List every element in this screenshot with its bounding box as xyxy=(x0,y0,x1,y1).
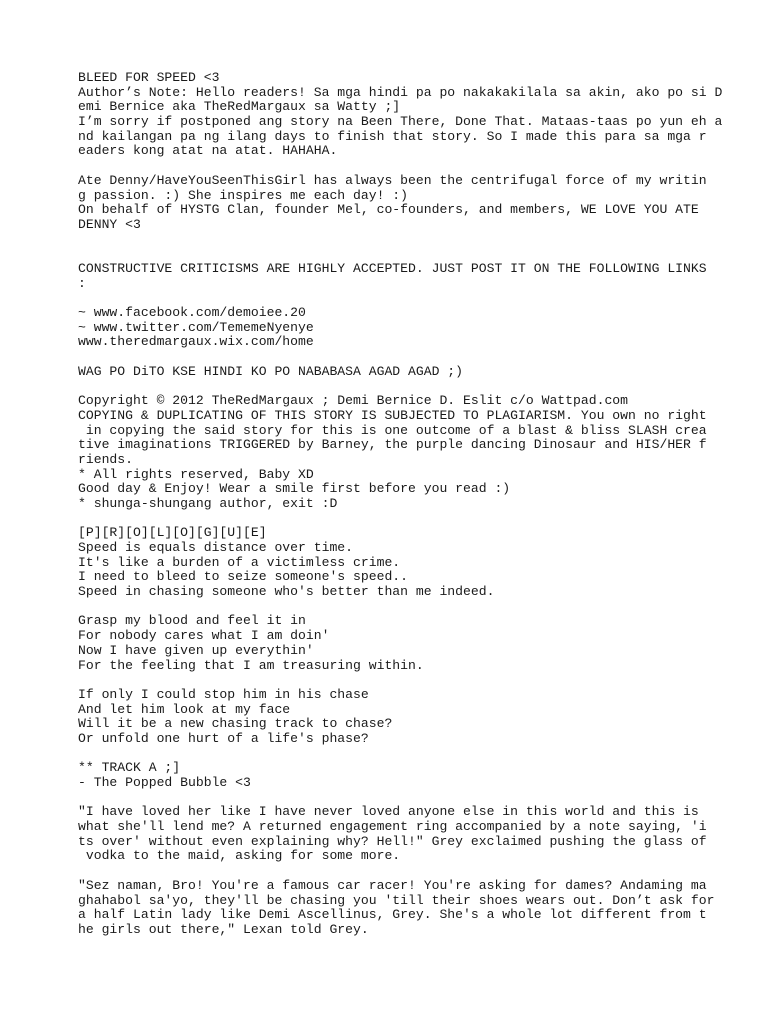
document-line: Will it be a new chasing track to chase? xyxy=(78,716,393,732)
document-line: On behalf of HYSTG Clan, founder Mel, co-founders, and members, WE LOVE YOU ATE xyxy=(78,202,699,218)
document-line: g passion. :) She inspires me each day! :) xyxy=(78,187,409,203)
document-line: [P][R][O][L][O][G][U][E] xyxy=(78,525,267,541)
document-line: riends. xyxy=(78,451,134,467)
document-line xyxy=(78,747,718,762)
document-line: * All rights reserved, Baby XD xyxy=(78,466,314,482)
document-line: Good day & Enjoy! Wear a smile first before you read :) xyxy=(78,481,511,497)
document-line: Speed in chasing someone who's better than me indeed. xyxy=(78,584,495,600)
document-line: And let him look at my face xyxy=(78,701,291,717)
document-line: ~ www.twitter.com/TememeNyenye xyxy=(78,319,314,335)
document-line: "Sez naman, Bro! You're a famous car racer! You're asking for dames? Andaming ma xyxy=(78,877,707,893)
document-line: nd kailangan pa ng ilang days to finish that story. So I made this para sa mga r xyxy=(78,128,707,144)
document-line: emi Bernice aka TheRedMargaux sa Watty ;] xyxy=(78,99,401,115)
document-line xyxy=(78,791,718,806)
document-line xyxy=(78,864,718,879)
document-text xyxy=(78,70,723,938)
document-line: a half Latin lady like Demi Ascellinus, Grey. She's a whole lot different from t xyxy=(78,907,707,923)
document-line: Speed is equals distance over time. xyxy=(78,540,354,555)
document-line: Or unfold one hurt of a life's phase? xyxy=(78,730,369,746)
document-line xyxy=(78,600,718,615)
document-line: ~ www.facebook.com/demoiee.20 xyxy=(78,305,306,320)
document-line: It's like a burden of a victimless crime. xyxy=(78,554,401,570)
document-line: ** TRACK A ;] xyxy=(78,760,181,776)
document-line: eaders kong atat na atat. HAHAHA. xyxy=(78,143,338,159)
document-line: If only I could stop him in his chase xyxy=(78,686,369,702)
document-line: Now I have given up everythin' xyxy=(78,642,314,658)
document-line: Author’s Note: Hello readers! Sa mga hindi pa po nakakakilala sa akin, ako po si D xyxy=(78,84,723,100)
document-line: what she'll lend me? A returned engagement ring accompanied by a note saying, 'i xyxy=(78,819,707,835)
document-line: "I have loved her like I have never loved anyone else in this world and this is xyxy=(78,804,699,820)
document-line: DENNY <3 xyxy=(78,216,141,232)
document-line: - The Popped Bubble <3 xyxy=(78,775,251,790)
document-line xyxy=(78,673,718,688)
document-line: WAG PO DiTO KSE HINDI KO PO NABABASA AGAD AGAD ;) xyxy=(78,363,464,379)
document-line: For the feeling that I am treasuring within. xyxy=(78,657,424,673)
document-line: ts over' without even explaining why? Hell!" Grey exclaimed pushing the glass of xyxy=(78,833,707,849)
document-line xyxy=(78,512,718,527)
document-line: CONSTRUCTIVE CRITICISMS ARE HIGHLY ACCEPTED. JUST POST IT ON THE FOLLOWING LINKS xyxy=(78,260,707,276)
document-line: For nobody cares what I am doin' xyxy=(78,628,330,644)
document-line xyxy=(78,291,718,306)
document-line: Grasp my blood and feel it in xyxy=(78,613,306,629)
document-line: * shunga-shungang author, exit :D xyxy=(78,495,338,511)
document-line: vodka to the maid, asking for some more. xyxy=(78,848,401,864)
document-line xyxy=(78,159,718,174)
document-line xyxy=(78,233,718,248)
document-line: I’m sorry if postponed ang story na Been There, Done That. Mataas-taas po yun eh a xyxy=(78,114,723,130)
document-line: COPYING & DUPLICATING OF THIS STORY IS SUBJECTED TO PLAGIARISM. You own no right xyxy=(78,407,707,423)
document-line: in copying the said story for this is one outcome of a blast & bliss SLASH crea xyxy=(78,422,707,438)
document-line: ghahabol sa'yo, they'll be chasing you 'till their shoes wears out. Don’t ask for xyxy=(78,892,715,908)
document-line: Ate Denny/HaveYouSeenThisGirl has always been the centrifugal force of my writin xyxy=(78,172,707,188)
document-line: Copyright © 2012 TheRedMargaux ; Demi Bernice D. Eslit c/o Wattpad.com xyxy=(78,393,629,409)
document-line: BLEED FOR SPEED <3 xyxy=(78,70,220,85)
document-line: : xyxy=(78,275,86,291)
document-line xyxy=(78,247,718,262)
document-line: tive imaginations TRIGGERED by Barney, the purple dancing Dinosaur and HIS/HER f xyxy=(78,437,707,453)
document-line xyxy=(78,350,718,365)
document-line: www.theredmargaux.wix.com/home xyxy=(78,334,314,350)
document-line xyxy=(78,379,718,394)
document-line: he girls out there," Lexan told Grey. xyxy=(78,921,369,937)
document-line: I need to bleed to seize someone's speed.. xyxy=(78,569,409,585)
